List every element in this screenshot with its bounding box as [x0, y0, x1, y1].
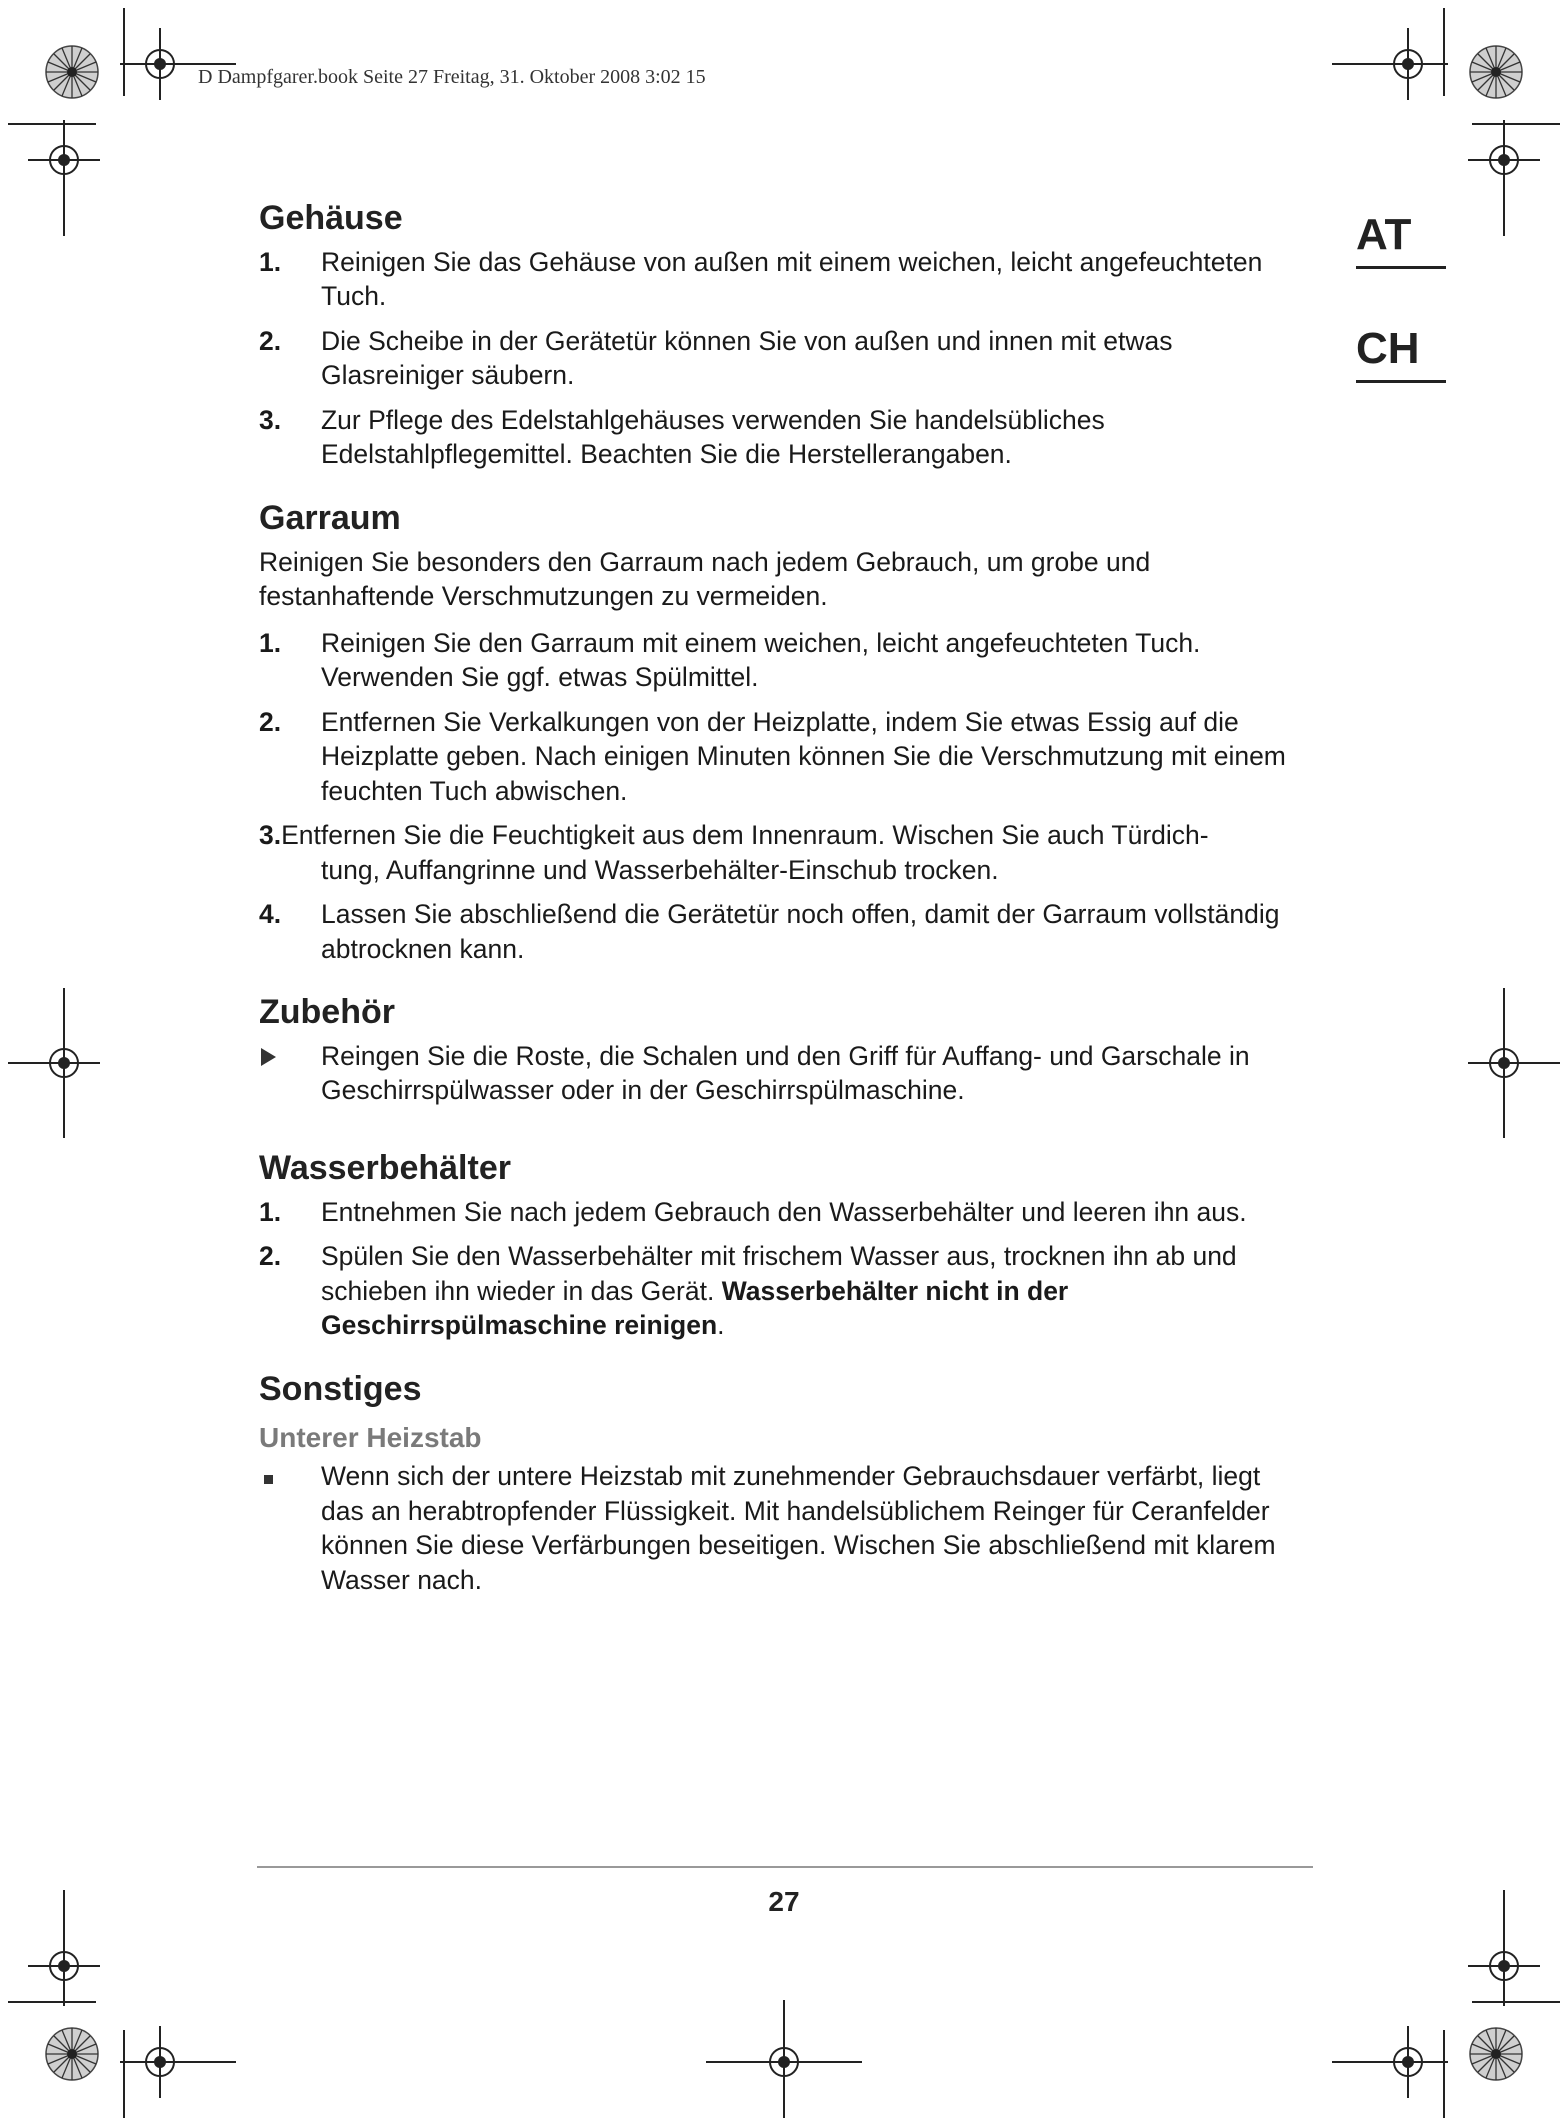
list-item [259, 1459, 1309, 1597]
list-item [259, 705, 1309, 809]
step-text: Reinigen Sie das Gehäuse von außen mit einem weichen, leicht angefeuchteten Tuch. [321, 246, 1263, 312]
square-bullet-icon [264, 1475, 273, 1484]
main-content [259, 198, 1309, 1597]
step-text: Entnehmen Sie nach jedem Gebrauch den Wasserbehälter und leeren ihn aus. [321, 1196, 1247, 1227]
step-number: 2. [259, 325, 282, 356]
list-item [259, 626, 1309, 695]
list-item [259, 1195, 1309, 1230]
step-text-tail: . [717, 1310, 725, 1341]
warning-text: Wasserbehälter nicht in der Geschirrspülmaschine reinigen [321, 1275, 1069, 1341]
step-text: Lassen Sie abschließend die Gerätetür noch offen, damit der Garraum vollständig abtrocknen kann. [321, 899, 1280, 964]
section-zubehoer [259, 992, 1309, 1108]
step-text: Entfernen Sie die Feuchtigkeit aus dem Innenraum. Wischen Sie auch Türdich- [281, 820, 1209, 851]
step-text: Entfernen Sie Verkalkungen von der Heizplatte, indem Sie etwas Essig auf die Heizplatte geben. Nach einigen Minuten können Sie die Verschmutzung mit einem feuchten Tuch abwischen. [321, 706, 1286, 806]
page-number: 27 [768, 1886, 800, 1917]
country-tab-at: AT [1356, 210, 1412, 259]
section-title: Zubehör [259, 993, 395, 1032]
step-text-continuation: tung, Auffangrinne und Wasserbehälter-Einschub trocken. [321, 854, 999, 885]
step-text: Die Scheibe in der Gerätetür können Sie von außen und innen mit etwas Glasreiniger säubern. [321, 325, 1173, 391]
print-header: D Dampfgarer.book Seite 27 Freitag, 31. Oktober 2008 3:02 15 [198, 66, 706, 88]
step-number: 2. [259, 1241, 282, 1272]
section-sonstiges [259, 1369, 1309, 1597]
list-item [259, 403, 1309, 472]
step-number: 1. [259, 1196, 282, 1227]
section-title: Wasserbehälter [259, 1148, 511, 1187]
country-tab-divider [1356, 380, 1446, 383]
section-title: Gehäuse [259, 199, 403, 237]
list-item [259, 897, 1309, 966]
step-text: Reinigen Sie den Garraum mit einem weichen, leicht angefeuchteten Tuch. Verwenden Sie ggf. etwas Spülmittel. [321, 627, 1201, 693]
country-tab-divider [1356, 266, 1446, 269]
item-text: Wenn sich der untere Heizstab mit zunehmender Gebrauchsdauer verfärbt, liegt das an herabtropfender Flüssigkeit. Mit handelsüblichem Reinger für Ceranfelder können Sie diese Verfärbungen beseitigen. Wischen Sie abschließend mit klarem Wasser nach. [321, 1461, 1276, 1595]
section-title: Sonstiges [259, 1369, 422, 1408]
section-wasserbehaelter [259, 1148, 1309, 1343]
country-tab-ch: CH [1356, 324, 1420, 373]
list-item [259, 324, 1309, 393]
section-title: Garraum [259, 498, 401, 537]
section-subtitle: Unterer Heizstab [259, 1422, 482, 1454]
item-text: Reingen Sie die Roste, die Schalen und den Griff für Auffang- und Garschale in Geschirrspülwasser oder in der Geschirrspülmaschine. [321, 1040, 1250, 1106]
list-item [259, 245, 1309, 314]
step-number: 3. [259, 404, 282, 435]
list-item [259, 818, 1309, 887]
step-number: 4. [259, 899, 282, 930]
step-text: Spülen Sie den Wasserbehälter mit frischem Wasser aus, trocknen ihn ab und schieben ihn wieder in das Gerät. [321, 1241, 1237, 1306]
list-item [259, 1039, 1309, 1108]
step-number: 2. [259, 706, 282, 737]
section-garraum [259, 498, 1309, 966]
section-intro: Reinigen Sie besonders den Garraum nach jedem Gebrauch, um grobe und festanhaftende Verschmutzungen zu vermeiden. [259, 546, 1151, 612]
step-number: 1. [259, 627, 282, 658]
step-number: 3. [259, 820, 282, 851]
section-gehaeuse [259, 198, 1309, 472]
triangle-bullet-icon [261, 1048, 276, 1066]
step-text: Zur Pflege des Edelstahlgehäuses verwenden Sie handelsübliches Edelstahlpflegemittel. Beachten Sie die Herstellerangaben. [321, 404, 1105, 470]
step-number: 1. [259, 246, 282, 277]
footer-divider [257, 1866, 1313, 1868]
list-item [259, 1239, 1309, 1343]
